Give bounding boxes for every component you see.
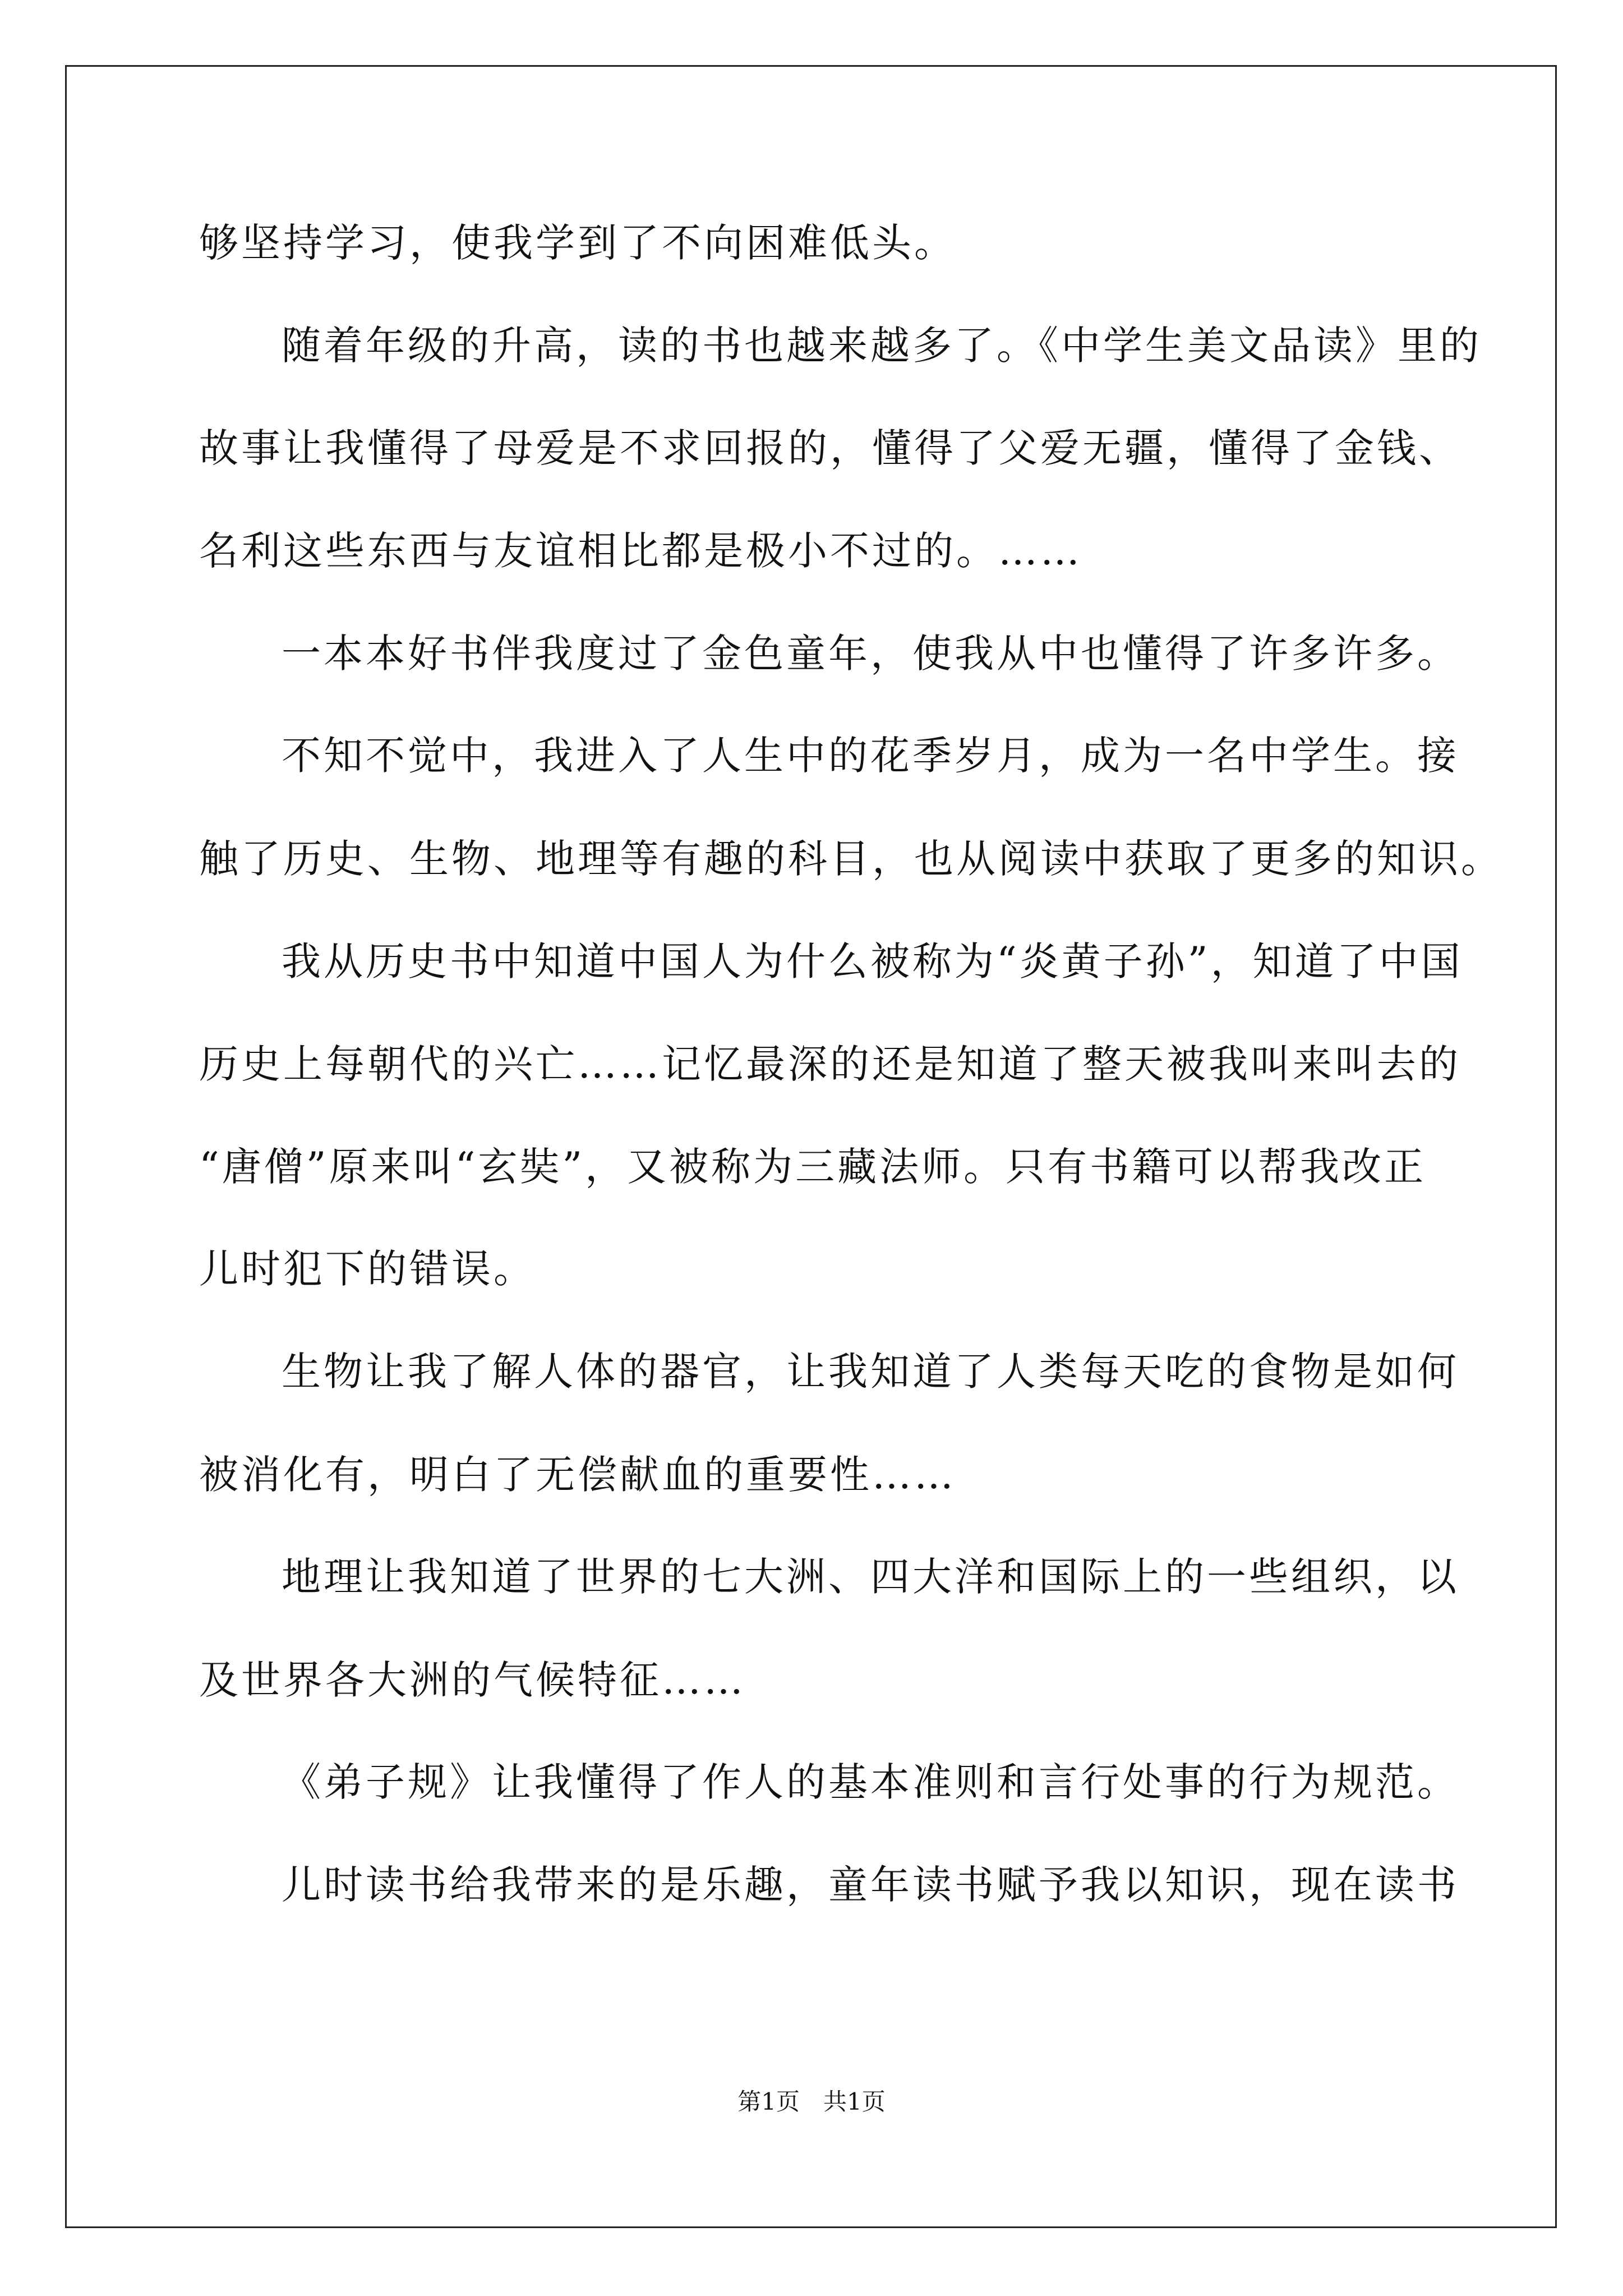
paragraph-line: 生物让我了解人体的器官，让我知道了人类每天吃的食物是如何 (282, 1349, 1459, 1395)
paragraph-line: 《弟子规》让我懂得了作人的基本准则和言行处事的行为规范。 (282, 1759, 1459, 1805)
paragraph-line: 及世界各大洲的气候特征…… (199, 1657, 746, 1703)
paragraph-line: 故事让我懂得了母爱是不求回报的，懂得了父爱无疆，懂得了金钱、 (199, 425, 1461, 471)
paragraph-line: “唐僧”原来叫“玄奘”，又被称为三藏法师。只有书籍可以帮我改正 (199, 1144, 1427, 1190)
paragraph-line: 被消化有，明白了无偿献血的重要性…… (199, 1452, 956, 1498)
paragraph-line: 儿时读书给我带来的是乐趣，童年读书赋予我以知识，现在读书 (282, 1862, 1459, 1908)
paragraph-line: 一本本好书伴我度过了金色童年，使我从中也懂得了许多许多。 (282, 631, 1459, 677)
paragraph-line: 地理让我知道了世界的七大洲、四大洋和国际上的一些组织，以 (282, 1554, 1459, 1600)
paragraph-line: 我从历史书中知道中国人为什么被称为“炎黄子孙”，知道了中国 (282, 938, 1463, 984)
paragraph-line: 触了历史、生物、地理等有趣的科目，也从阅读中获取了更多的知识。 (199, 836, 1503, 882)
paragraph-line: 不知不觉中，我进入了人生中的花季岁月，成为一名中学生。接 (282, 733, 1459, 779)
paragraph-line: 历史上每朝代的兴亡……记忆最深的还是知道了整天被我叫来叫去的 (199, 1041, 1461, 1087)
paragraph-line: 够坚持学习，使我学到了不向困难低头。 (199, 220, 956, 266)
paragraph-line: 儿时犯下的错误。 (199, 1246, 536, 1292)
paragraph-line: 随着年级的升高，读的书也越来越多了。《中学生美文品读》里的 (282, 323, 1482, 369)
paragraph-line: 名利这些东西与友谊相比都是极小不过的。…… (199, 528, 1082, 574)
page-footer: 第1页 共1页 (737, 2088, 886, 2115)
